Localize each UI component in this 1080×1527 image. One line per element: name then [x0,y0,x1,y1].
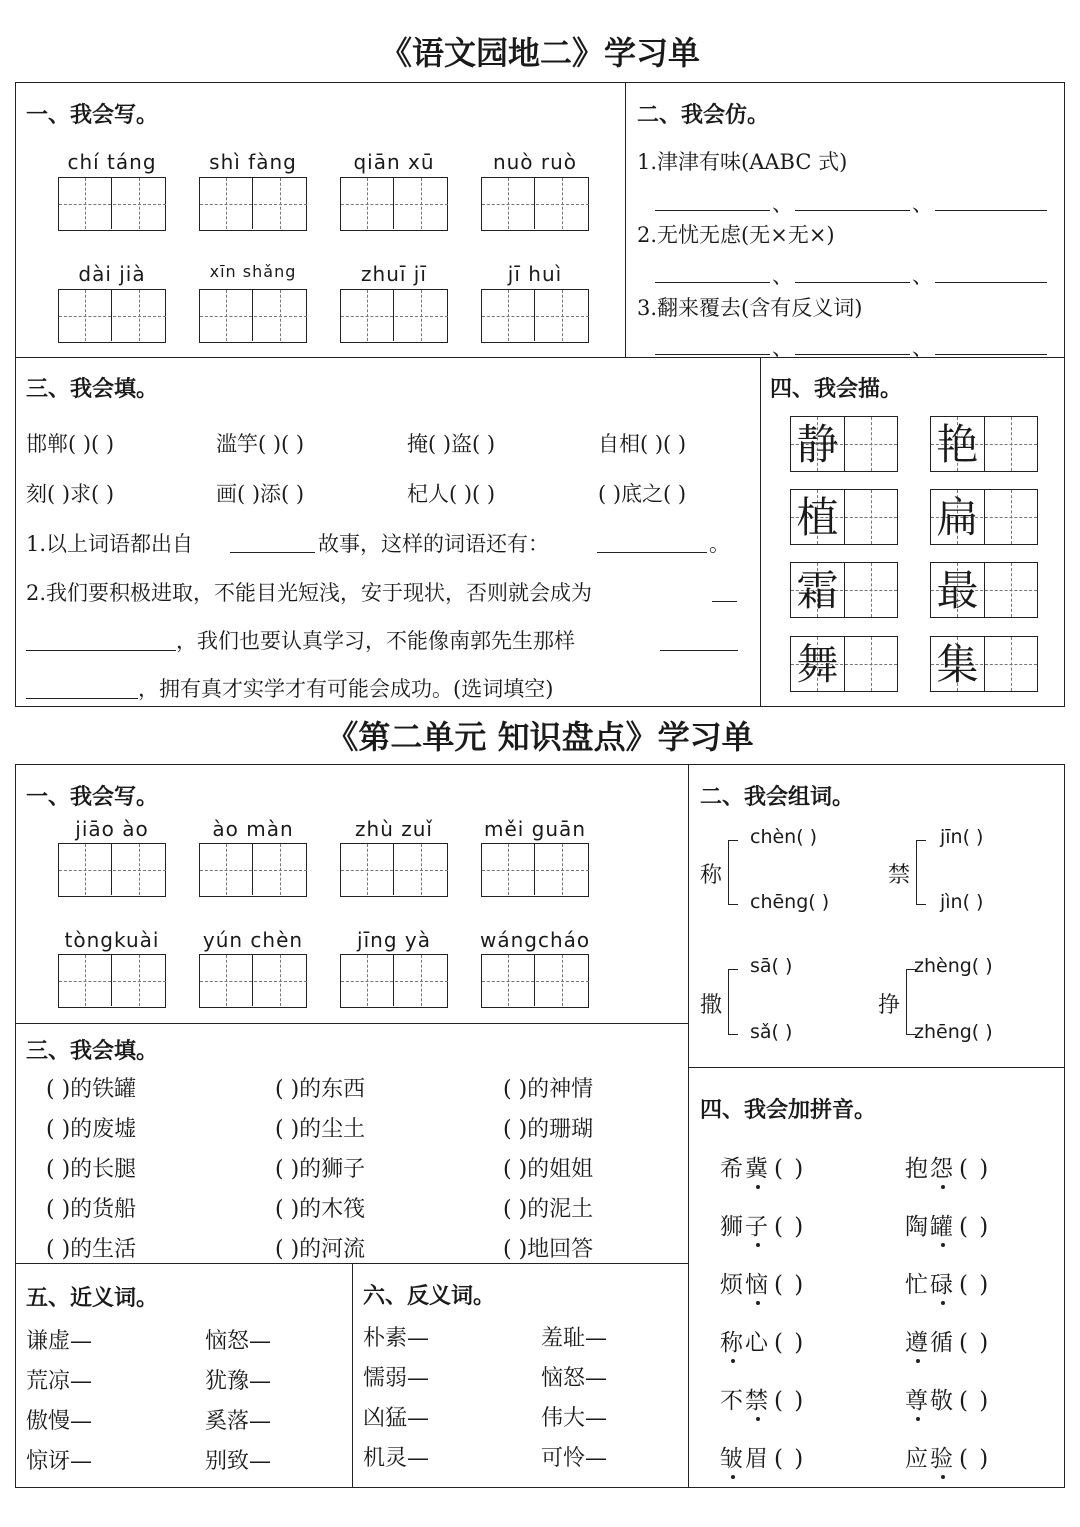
imitate-item-1: 1.津津有味(AABC 式) [637,150,848,174]
guide-line [254,316,307,317]
writing-grid-cell-1[interactable] [482,955,535,1006]
trace-character: 植 [796,493,839,542]
trace-character: 艳 [936,420,979,469]
writing-grid-cell-2[interactable] [395,955,448,1006]
s2-6-heading: 六、反义词。 [363,1283,496,1309]
s5-word: 犹豫— [205,1369,272,1394]
reading-top: sā( ) [750,955,793,977]
imitate-blank[interactable] [655,354,770,355]
writing-grid-cell-2[interactable] [536,844,589,895]
question-2-part-b: ，我们也要认真学习，不能像南郭先生那样 [176,629,575,653]
guide-line [200,204,252,205]
sheet2-divider-left-3 [352,1263,353,1488]
phrase-fill: ( )地回答 [503,1237,594,1262]
writing-grid[interactable] [199,289,307,343]
writing-grid-cell-2[interactable] [254,178,307,229]
idiom-fill-6: 画( )添( ) [216,482,305,506]
trace-grid[interactable] [790,416,898,472]
reading-top: zhèng( ) [914,955,993,977]
writing-grid[interactable] [340,289,448,343]
s5-word: 谦虚— [26,1329,93,1354]
guide-line [395,870,448,871]
guide-line [395,316,448,317]
reading-top: jīn( ) [940,826,984,848]
pinyin-blank[interactable]: ( ) [959,1156,991,1182]
trace-grid[interactable] [790,636,898,692]
s2-heading: 二、我会仿。 [637,102,770,128]
writing-grid-cell-2[interactable] [536,955,589,1006]
pinyin-word [720,1324,805,1357]
idiom-fill-1: 邯郸( )( ) [26,432,115,456]
imitate-blank[interactable] [655,282,770,283]
guide-line [482,204,534,205]
pinyin-label: qiān xū [353,150,435,174]
writing-grid-cell-1[interactable] [482,844,535,895]
trace-character: 舞 [796,640,839,689]
s6-word: 恼怒— [541,1366,608,1391]
guide-line [395,204,448,205]
phrase-fill: ( )的姐姐 [503,1157,594,1182]
polyphone-char: 挣 [878,993,901,1018]
pinyin-label: tòngkuài [64,928,160,952]
reading-bottom: chēng( ) [750,891,830,913]
writing-grid[interactable] [58,289,166,343]
pinyin-label: chí táng [67,150,157,174]
writing-grid[interactable] [340,954,448,1008]
pinyin-label: jiāo ào [75,817,149,841]
imitate-blank[interactable] [935,282,1047,283]
writing-grid[interactable] [340,177,448,231]
pinyin-word [720,1150,805,1183]
pinyin-label: shì fàng [209,150,297,174]
reading-top: chèn( ) [750,826,818,848]
trace-character: 最 [936,566,979,615]
s2-3-heading: 三、我会填。 [26,1038,159,1064]
word-char: 冀 [745,1150,770,1183]
writing-grid-cell-1[interactable] [59,290,112,341]
sheet2-divider-right-1 [688,1067,1065,1068]
s6-word: 凶猛— [363,1406,430,1431]
pinyin-word [905,1324,990,1357]
phrase-fill: ( )的东西 [275,1077,366,1102]
writing-grid-cell-1[interactable] [341,290,394,341]
guide-line [113,870,166,871]
guide-line [254,981,307,982]
s6-word: 可怜— [541,1446,608,1471]
writing-grid-cell-1[interactable] [59,844,112,895]
phrase-fill: ( )的木筏 [275,1197,366,1222]
s5-word: 别致— [205,1449,272,1474]
word-char: 烦 [720,1272,745,1298]
word-char: 敬 [930,1388,955,1414]
word-char: 眉 [745,1446,770,1472]
separator: 、 [912,192,933,216]
word-char: 子 [745,1208,770,1241]
sheet1-divider-mid [15,357,1065,358]
writing-grid-cell-2[interactable] [536,178,589,229]
word-char: 希 [720,1156,745,1182]
pinyin-word [720,1440,805,1473]
guide-line [254,870,307,871]
guide-line [482,316,534,317]
s6-word: 羞耻— [541,1326,608,1351]
s2-1-heading: 一、我会写。 [26,784,159,810]
question-1-part-c: 。 [709,532,730,556]
s1-heading: 一、我会写。 [26,102,159,128]
pinyin-label: zhuī jī [361,262,427,286]
guide-line [482,981,534,982]
word-char: 禁 [745,1382,770,1415]
guide-line [341,316,393,317]
pinyin-blank[interactable]: ( ) [774,1214,806,1240]
word-char: 遵 [905,1324,930,1357]
idiom-fill-3: 掩( )盗( ) [407,432,496,456]
writing-grid-cell-1[interactable] [200,290,253,341]
writing-grid-cell-1[interactable] [341,844,394,895]
imitate-blank[interactable] [795,210,910,211]
writing-grid[interactable] [199,177,307,231]
question-2-blank-b2[interactable] [26,698,138,699]
word-char: 罐 [930,1208,955,1241]
word-char: 忙 [905,1272,930,1298]
phrase-fill: ( )的生活 [46,1237,137,1262]
writing-grid-cell-2[interactable] [254,955,307,1006]
phrase-fill: ( )的长腿 [46,1157,137,1182]
idiom-fill-4: 自相( )( ) [598,432,687,456]
writing-grid-cell-1[interactable] [200,955,253,1006]
pinyin-blank[interactable]: ( ) [959,1272,991,1298]
s3-heading: 三、我会填。 [26,376,159,402]
word-char: 称 [720,1324,745,1357]
polyphone-char: 禁 [888,863,911,888]
writing-grid-cell-2[interactable] [113,290,166,341]
guide-line [59,870,111,871]
phrase-fill: ( )的狮子 [275,1157,366,1182]
trace-character: 霜 [796,566,839,615]
question-1-blank-b[interactable] [597,552,707,553]
word-char: 循 [930,1330,955,1356]
writing-grid[interactable] [481,289,589,343]
trace-grid[interactable] [930,416,1038,472]
phrase-fill: ( )的珊瑚 [503,1117,594,1142]
writing-grid-cell-2[interactable] [536,290,589,341]
idiom-fill-2: 滥竽( )( ) [216,432,305,456]
guide-line [200,316,252,317]
question-2-part-a: 2.我们要积极进取，不能目光短浅，安于现状，否则就会成为 [26,581,593,605]
writing-grid[interactable] [481,843,589,897]
trace-grid[interactable] [790,489,898,545]
question-2-blank-b1[interactable] [660,650,738,651]
pinyin-label: xīn shǎng [209,262,297,281]
guide-line [341,204,393,205]
word-char: 尊 [905,1382,930,1415]
pinyin-label: měi guān [483,817,586,841]
s5-word: 荒凉— [26,1369,93,1394]
guide-line [59,316,111,317]
word-char: 陶 [905,1214,930,1240]
writing-grid[interactable] [340,843,448,897]
sheet1-divider-top [625,82,626,357]
guide-line [113,981,166,982]
writing-grid-cell-2[interactable] [113,955,166,1006]
separator: 、 [912,264,933,288]
brace-icon [728,840,738,905]
word-char: 不 [720,1388,745,1414]
pinyin-word [720,1382,805,1415]
s6-word: 伟大— [541,1406,608,1431]
word-char: 恼 [745,1266,770,1299]
writing-grid-cell-1[interactable] [59,178,112,229]
s5-word: 傲慢— [26,1409,93,1434]
pinyin-word [720,1208,805,1241]
reading-bottom: sǎ( ) [750,1021,793,1043]
sheet2-title: 《第二单元 知识盘点》学习单 [326,718,754,756]
writing-grid[interactable] [58,954,166,1008]
writing-grid-cell-2[interactable] [254,290,307,341]
pinyin-blank[interactable]: ( ) [774,1330,806,1356]
guide-line [341,870,393,871]
question-2-part-c: ，拥有真才实学才有可能会成功。(选词填空) [138,677,554,701]
pinyin-word [720,1266,805,1299]
phrase-fill: ( )的河流 [275,1237,366,1262]
guide-line [536,870,589,871]
question-1-part-a: 1.以上词语都出自 [26,532,194,556]
imitate-blank[interactable] [655,210,770,211]
brace-icon [728,969,738,1035]
reading-bottom: zhēng( ) [914,1021,993,1043]
sheet1-frame [15,82,1065,707]
writing-grid[interactable] [481,954,589,1008]
word-char: 怨 [930,1150,955,1183]
word-char: 心 [745,1330,770,1356]
idiom-fill-7: 杞人( )( ) [407,482,496,506]
guide-line [536,981,589,982]
trace-grid[interactable] [930,489,1038,545]
separator: 、 [912,336,933,360]
s2-2-heading: 二、我会组词。 [700,784,855,810]
polyphone-char: 撒 [700,993,723,1018]
imitate-blank[interactable] [795,282,910,283]
trace-grid[interactable] [930,562,1038,618]
guide-line [59,981,111,982]
question-2-blank-a2[interactable] [26,650,176,651]
brace-icon [916,840,926,905]
pinyin-blank[interactable]: ( ) [774,1388,806,1414]
writing-grid[interactable] [199,954,307,1008]
pinyin-label: nuò ruò [492,150,578,174]
word-char: 应 [905,1446,930,1472]
guide-line [395,981,448,982]
pinyin-blank[interactable]: ( ) [774,1272,806,1298]
pinyin-word [905,1382,990,1415]
trace-character: 集 [936,640,979,689]
writing-grid-cell-2[interactable] [113,178,166,229]
pinyin-label: yún chèn [202,928,304,952]
pinyin-blank[interactable]: ( ) [774,1156,806,1182]
guide-line [536,316,589,317]
idiom-fill-8: ( )底之( ) [598,482,687,506]
separator: 、 [772,336,793,360]
pinyin-label: zhù zuǐ [355,817,433,841]
phrase-fill: ( )的神情 [503,1077,594,1102]
phrase-fill: ( )的泥土 [503,1197,594,1222]
trace-grid[interactable] [930,636,1038,692]
writing-grid-cell-2[interactable] [395,844,448,895]
polyphone-char: 称 [700,863,723,888]
pinyin-blank[interactable]: ( ) [959,1214,991,1240]
pinyin-word [905,1150,990,1183]
phrase-fill: ( )的废墟 [46,1117,137,1142]
idiom-fill-5: 刻( )求( ) [26,482,115,506]
word-char: 皱 [720,1440,745,1473]
pinyin-word [905,1266,990,1299]
trace-grid[interactable] [790,562,898,618]
writing-grid[interactable] [58,843,166,897]
s6-word: 机灵— [363,1446,430,1471]
s2-5-heading: 五、近义词。 [26,1285,159,1311]
pinyin-word [905,1440,990,1473]
word-char: 碌 [930,1266,955,1299]
pinyin-blank[interactable]: ( ) [959,1388,991,1414]
writing-grid-cell-1[interactable] [200,844,253,895]
imitate-blank[interactable] [935,354,1047,355]
imitate-item-3: 3.翻来覆去(含有反义词) [637,296,863,320]
writing-grid[interactable] [199,843,307,897]
pinyin-label: jī huì [507,262,563,286]
writing-grid-cell-1[interactable] [341,955,394,1006]
separator: 、 [772,192,793,216]
s2-4-heading: 四、我会加拼音。 [700,1097,877,1123]
sheet1-title: 《语文园地二》学习单 [379,34,700,72]
guide-line [482,870,534,871]
pinyin-label: jīng yà [357,928,431,952]
writing-grid-cell-1[interactable] [482,178,535,229]
guide-line [200,870,252,871]
phrase-fill: ( )的货船 [46,1197,137,1222]
reading-bottom: jìn( ) [940,891,984,913]
s4-heading: 四、我会描。 [770,376,903,402]
guide-line [200,981,252,982]
imitate-item-2: 2.无忧无虑(无×无×) [637,223,835,247]
guide-line [341,981,393,982]
guide-line [59,204,111,205]
phrase-fill: ( )的尘土 [275,1117,366,1142]
guide-line [113,316,166,317]
guide-line [254,204,307,205]
phrase-fill: ( )的铁罐 [46,1077,137,1102]
writing-grid-cell-1[interactable] [59,955,112,1006]
word-char: 验 [930,1440,955,1473]
writing-grid[interactable] [58,177,166,231]
pinyin-label: wángcháo [480,928,591,952]
pinyin-blank[interactable]: ( ) [959,1446,991,1472]
s6-word: 懦弱— [363,1366,430,1391]
separator: 、 [772,264,793,288]
s5-word: 惊讶— [26,1449,93,1474]
question-2-blank-a1[interactable] [712,601,737,602]
trace-character: 静 [796,420,839,469]
pinyin-blank[interactable]: ( ) [774,1446,806,1472]
writing-grid[interactable] [481,177,589,231]
writing-grid-cell-1[interactable] [200,178,253,229]
writing-grid-cell-1[interactable] [341,178,394,229]
sheet2-divider-right [688,764,689,1488]
word-char: 抱 [905,1156,930,1182]
imitate-blank[interactable] [935,210,1047,211]
s5-word: 奚落— [205,1409,272,1434]
pinyin-label: ào màn [212,817,294,841]
writing-grid-cell-2[interactable] [395,178,448,229]
pinyin-blank[interactable]: ( ) [959,1330,991,1356]
trace-character: 扁 [936,493,979,542]
guide-line [113,204,166,205]
writing-grid-cell-2[interactable] [254,844,307,895]
question-1-blank-a[interactable] [230,552,315,553]
word-char: 狮 [720,1214,745,1240]
s5-word: 恼怒— [205,1329,272,1354]
sheet2-divider-left-1 [15,1023,688,1024]
imitate-blank[interactable] [795,354,910,355]
guide-line [536,204,589,205]
writing-grid-cell-2[interactable] [395,290,448,341]
writing-grid-cell-2[interactable] [113,844,166,895]
pinyin-word [905,1208,990,1241]
pinyin-label: dài jià [78,262,146,286]
sheet1-divider-bottom [760,357,761,707]
s6-word: 朴素— [363,1326,430,1351]
question-1-part-b: 故事，这样的词语还有： [318,532,549,556]
writing-grid-cell-1[interactable] [482,290,535,341]
